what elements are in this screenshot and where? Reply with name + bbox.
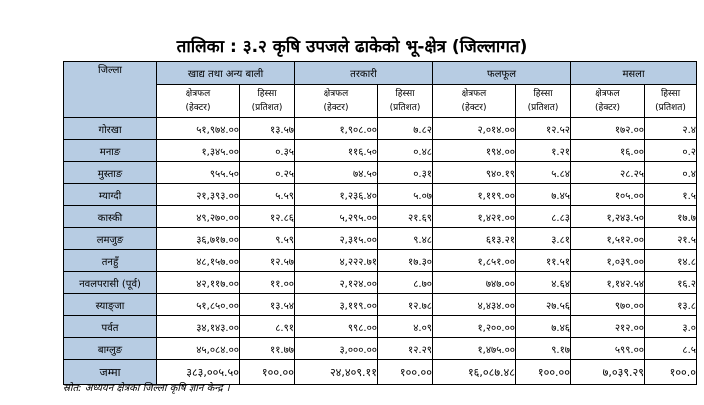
area-cell: ४८,१५७.०० <box>157 250 240 272</box>
share-cell: ०.२५ <box>240 162 295 184</box>
table-row <box>64 338 697 360</box>
share-cell: ११.५१ <box>516 250 571 272</box>
area-cell: ९९८.०० <box>295 316 378 338</box>
share-cell: १७.३० <box>378 250 433 272</box>
share-cell: १२.८६ <box>240 206 295 228</box>
group-header-food-crops: खाद्य तथा अन्य बाली <box>157 62 295 85</box>
area-cell: ९७०.०० <box>571 294 645 316</box>
share-cell: ७.४६ <box>516 316 571 338</box>
area-cell: ५१,८५०.०० <box>157 294 240 316</box>
area-cell: ५१,९७४.०० <box>157 118 240 140</box>
share-percent-header <box>240 85 295 118</box>
share-cell: ०.३५ <box>240 140 295 162</box>
share-cell: ०.४ <box>645 162 697 184</box>
share-cell: २७.५६ <box>516 294 571 316</box>
district-cell: जम्मा <box>64 360 157 385</box>
district-cell: पर्वत <box>64 316 157 338</box>
group-header-fruits: फलफूल <box>433 62 571 85</box>
share-cell: ३.८१ <box>516 228 571 250</box>
table-row <box>64 162 697 184</box>
group-header-vegetables: तरकारी <box>295 62 433 85</box>
share-header-line2: (प्रतिशत) <box>251 103 283 113</box>
area-cell: १,०३९.०० <box>571 250 645 272</box>
table-row <box>64 140 697 162</box>
share-header-line2: (प्रतिशत) <box>389 103 421 113</box>
share-cell: ५.८४ <box>516 162 571 184</box>
area-header-line1: क्षेत्रफल <box>595 89 620 99</box>
share-cell: ८.९१ <box>240 316 295 338</box>
land-area-table <box>63 61 697 385</box>
area-hectare-header <box>571 85 645 118</box>
area-header-line2: (हेक्टर) <box>185 103 211 113</box>
area-cell: ९५५.५० <box>157 162 240 184</box>
area-cell: १,११९.०० <box>433 184 516 206</box>
share-header-line2: (प्रतिशत) <box>527 103 559 113</box>
share-cell: ४.०९ <box>378 316 433 338</box>
district-cell: मनाङ <box>64 140 157 162</box>
area-cell: १,५१२.०० <box>571 228 645 250</box>
share-cell: १६.२ <box>645 272 697 294</box>
share-cell: ८.५ <box>645 338 697 360</box>
area-header-line1: क्षेत्रफल <box>185 89 211 99</box>
area-cell: १,२००.०० <box>433 316 516 338</box>
area-cell: २१,३९३.०० <box>157 184 240 206</box>
district-cell: म्याग्दी <box>64 184 157 206</box>
share-cell: ११.०० <box>240 272 295 294</box>
share-cell: १३.५४ <box>240 294 295 316</box>
share-cell: २१.५ <box>645 228 697 250</box>
district-cell: मुस्ताङ <box>64 162 157 184</box>
group-header-spices: मसला <box>571 62 697 85</box>
share-header-line1: हिस्सा <box>660 89 681 99</box>
area-cell: ३६,७१७.०० <box>157 228 240 250</box>
area-hectare-header <box>157 85 240 118</box>
table-title: तालिका : ३.२ कृषि उपजले ढाकेको भू-क्षेत्र (जिल्लागत) <box>176 37 528 57</box>
share-cell: ०.२ <box>645 140 697 162</box>
share-percent-header <box>378 85 433 118</box>
area-cell: ३,०००.०० <box>295 338 378 360</box>
table-row <box>64 206 697 228</box>
area-cell: ४५,०८४.०० <box>157 338 240 360</box>
area-cell: ४९,२७०.०० <box>157 206 240 228</box>
share-cell: १००.० <box>645 360 697 385</box>
district-cell: स्याङ्जा <box>64 294 157 316</box>
area-cell: १,४७५.०० <box>433 338 516 360</box>
share-cell: ९.५९ <box>240 228 295 250</box>
area-cell: १,४२१.०० <box>433 206 516 228</box>
area-header-line1: क्षेत्रफल <box>461 89 487 99</box>
area-hectare-header <box>433 85 516 118</box>
sub-header-row <box>64 85 697 118</box>
area-header-line1: क्षेत्रफल <box>323 89 349 99</box>
share-cell: ५.५९ <box>240 184 295 206</box>
area-cell: २८.२५ <box>571 162 645 184</box>
share-cell: ०.४८ <box>378 140 433 162</box>
share-cell: १००.०० <box>378 360 433 385</box>
area-cell: ४२,११७.०० <box>157 272 240 294</box>
share-cell: १४.८ <box>645 250 697 272</box>
area-cell: १,३४५.०० <box>157 140 240 162</box>
area-cell: १,२४३.५० <box>571 206 645 228</box>
share-cell: ४.६४ <box>516 272 571 294</box>
area-cell: ५,२९५.०० <box>295 206 378 228</box>
district-cell: तनहुँ <box>64 250 157 272</box>
area-cell: ११६.५० <box>295 140 378 162</box>
share-percent-header <box>516 85 571 118</box>
share-cell: ९.४८ <box>378 228 433 250</box>
area-cell: ७४.५० <box>295 162 378 184</box>
share-cell: ९.१७ <box>516 338 571 360</box>
source-note: स्रोत: अध्ययन क्षेत्रका जिल्ला कृषि ज्ञान केन्द्र । <box>63 383 230 394</box>
area-hectare-header <box>295 85 378 118</box>
area-cell: २,३१५.०० <box>295 228 378 250</box>
area-cell: २,१२४.०० <box>295 272 378 294</box>
share-header-line2: (प्रतिशत) <box>655 103 686 113</box>
area-cell: १,२३६.४० <box>295 184 378 206</box>
table-row <box>64 118 697 140</box>
area-cell: १६,०८७.४८ <box>433 360 516 385</box>
district-cell: लमजुङ <box>64 228 157 250</box>
table-row <box>64 184 697 206</box>
share-header-line1: हिस्सा <box>395 89 415 99</box>
area-cell: ३४,१४३.०० <box>157 316 240 338</box>
share-cell: १२.२९ <box>378 338 433 360</box>
share-header-line1: हिस्सा <box>533 89 553 99</box>
area-header-line2: (हेक्टर) <box>461 103 487 113</box>
share-cell: ७.४५ <box>516 184 571 206</box>
share-cell: १.५ <box>645 184 697 206</box>
share-cell: ०.३१ <box>378 162 433 184</box>
district-header: जिल्ला <box>64 62 157 118</box>
share-cell: १७.७ <box>645 206 697 228</box>
share-cell: ८.८३ <box>516 206 571 228</box>
area-cell: ४,४३४.०० <box>433 294 516 316</box>
table-body <box>64 118 697 385</box>
share-cell: १.२१ <box>516 140 571 162</box>
share-cell: ३.० <box>645 316 697 338</box>
share-cell: ८.७० <box>378 272 433 294</box>
area-cell: ७४७.०० <box>433 272 516 294</box>
area-cell: १९४.०० <box>433 140 516 162</box>
share-cell: १००.०० <box>516 360 571 385</box>
table-row <box>64 250 697 272</box>
area-cell: २,०१४.०० <box>433 118 516 140</box>
share-cell: १००.०० <box>240 360 295 385</box>
area-cell: २४,४०९.११ <box>295 360 378 385</box>
table-row <box>64 294 697 316</box>
share-cell: १३.८ <box>645 294 697 316</box>
table-row <box>64 272 697 294</box>
district-cell: बाग्लुङ <box>64 338 157 360</box>
area-cell: १७२.०० <box>571 118 645 140</box>
share-percent-header <box>645 85 697 118</box>
area-cell: ५९९.०० <box>571 338 645 360</box>
share-cell: २.४ <box>645 118 697 140</box>
area-header-line2: (हेक्टर) <box>323 103 349 113</box>
area-cell: ३,११९.०० <box>295 294 378 316</box>
table-row <box>64 316 697 338</box>
area-cell: ९४०.१९ <box>433 162 516 184</box>
area-cell: १,९०८.०० <box>295 118 378 140</box>
district-cell: गोरखा <box>64 118 157 140</box>
share-cell: १२.५७ <box>240 250 295 272</box>
area-cell: १०५.०० <box>571 184 645 206</box>
share-cell: १२.५२ <box>516 118 571 140</box>
share-cell: २१.६९ <box>378 206 433 228</box>
area-cell: ६१३.२१ <box>433 228 516 250</box>
share-cell: ७.८२ <box>378 118 433 140</box>
district-cell: नवलपरासी (पूर्व) <box>64 272 157 294</box>
area-cell: १,१४२.५४ <box>571 272 645 294</box>
area-cell: ३८३,००५.५० <box>157 360 240 385</box>
share-cell: ११.७७ <box>240 338 295 360</box>
area-cell: १,८५१.०० <box>433 250 516 272</box>
table-row <box>64 228 697 250</box>
district-cell: कास्की <box>64 206 157 228</box>
area-header-line2: (हेक्टर) <box>595 103 620 113</box>
area-cell: ४,२२२.७१ <box>295 250 378 272</box>
area-cell: ७,०३९.२९ <box>571 360 645 385</box>
group-header-row <box>64 62 697 85</box>
share-cell: १३.५७ <box>240 118 295 140</box>
area-cell: १६.०० <box>571 140 645 162</box>
share-header-line1: हिस्सा <box>257 89 277 99</box>
share-cell: १२.७८ <box>378 294 433 316</box>
share-cell: ५.०७ <box>378 184 433 206</box>
area-cell: २१२.०० <box>571 316 645 338</box>
